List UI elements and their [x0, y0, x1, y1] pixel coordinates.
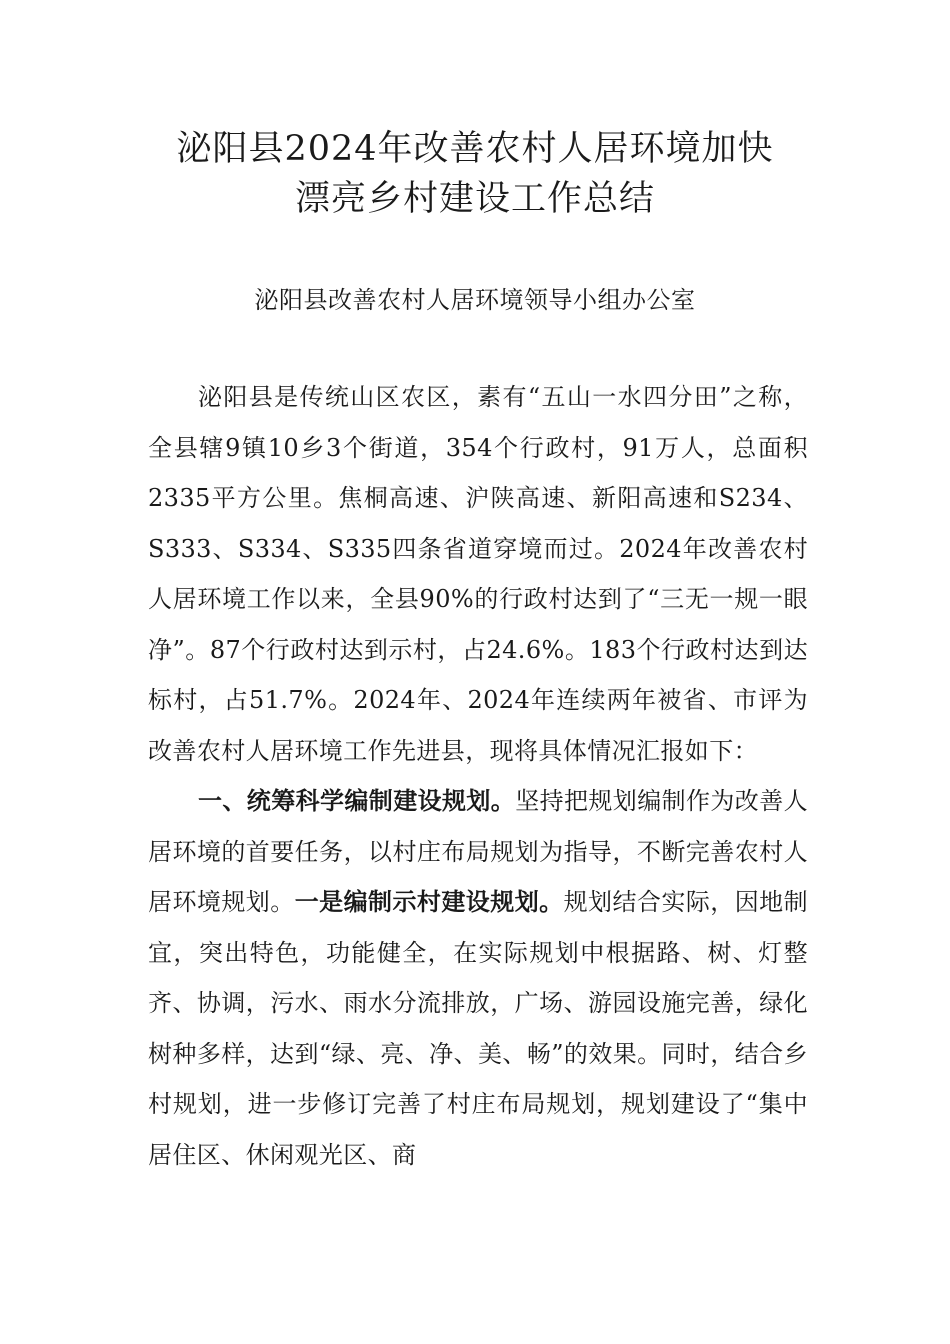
author-line: 泌阳县改善农村人居环境领导小组办公室	[254, 286, 696, 314]
section-heading: 一、统筹科学编制建设规划。	[198, 786, 516, 815]
document-body	[148, 372, 808, 1180]
section-one-paragraph	[148, 776, 808, 1180]
document-title	[0, 124, 950, 224]
subsection-heading: 一是编制示村建设规划。	[294, 887, 564, 916]
section-text: 坚持把规划编制作为改善人居环境的首要任务，以村庄布局规划为指导，不断完善农村人居环境规划。	[148, 787, 809, 916]
title-line-1: 泌阳县2024年改善农村人居环境加快	[176, 129, 774, 169]
intro-paragraph: 泌阳县是传统山区农区，素有“五山一水四分田”之称，全县辖9镇10乡3个街道，354个行政村，91万人，总面积2335平方公里。焦桐高速、沪陕高速、新阳高速和S234、S333、S334、S335四条省道穿境而过。2024年改善农村人居环境工作以来，全县90%的行政村达到了“三无一规一眼净”。87个行政村达到示村，占24.6%。183个行政村达到达标村，占51.7%。2024年、2024年连续两年被省、市评为改善农村人居环境工作先进县，现将具体情况汇报如下：	[148, 383, 808, 765]
title-line-2: 漂亮乡村建设工作总结	[294, 179, 655, 219]
subsection-text: 规划结合实际，因地制宜，突出特色，功能健全，在实际规划中根据路、树、灯整齐、协调，污水、雨水分流排放，广场、游园设施完善，绿化树种多样，达到“绿、亮、净、美、畅”的效果。同时，结合乡村规划，进一步修订完善了村庄布局规划，规划建设了“集中居住区、休闲观光区、商	[148, 888, 809, 1169]
